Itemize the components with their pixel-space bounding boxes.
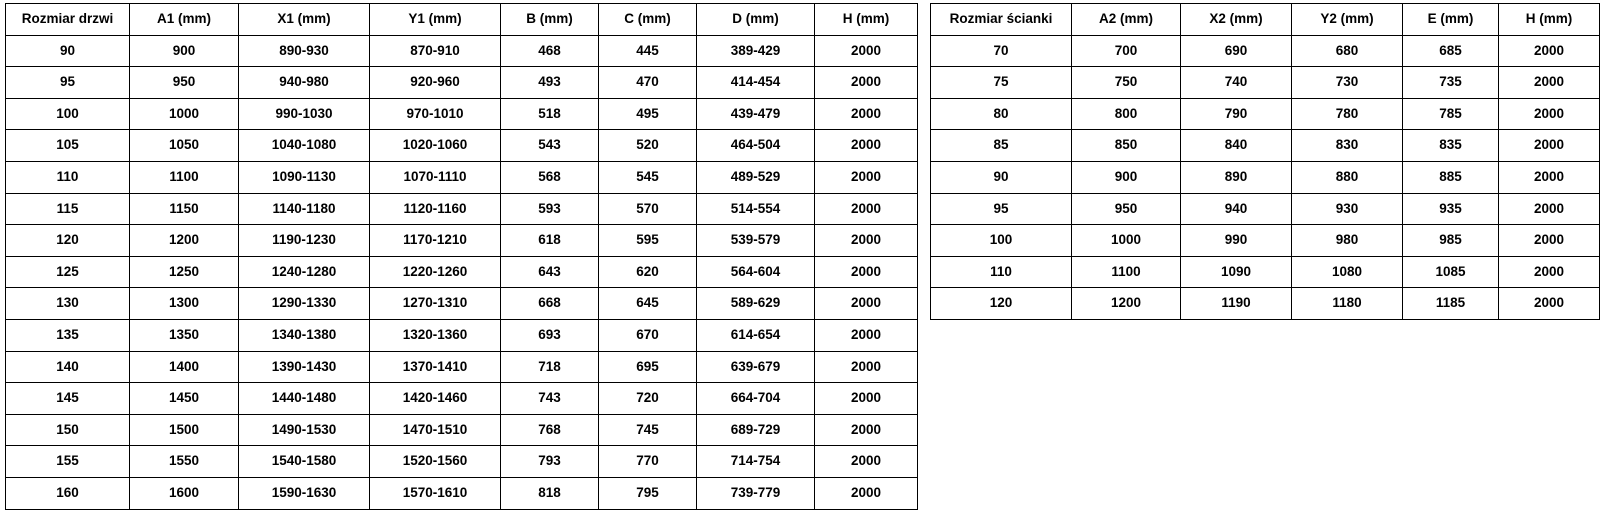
- wall-panel-size-table-container: [930, 3, 1600, 320]
- table-cell: 680: [1292, 35, 1403, 67]
- table-cell: 100: [6, 98, 130, 130]
- table-cell: 990-1030: [239, 98, 370, 130]
- table-cell: 95: [6, 67, 130, 99]
- column-header-rozmiar-drzwi: Rozmiar drzwi: [6, 4, 130, 36]
- table-cell: 695: [599, 351, 697, 383]
- table-cell: 1100: [130, 161, 239, 193]
- table-cell: 464-504: [697, 130, 815, 162]
- table-cell: 493: [501, 67, 599, 99]
- table-row: [6, 288, 918, 320]
- column-header-h: H (mm): [1499, 4, 1600, 36]
- table-row: [931, 288, 1600, 320]
- table-row: [931, 161, 1600, 193]
- table-cell: 1290-1330: [239, 288, 370, 320]
- table-row: [931, 98, 1600, 130]
- table-cell: 1050: [130, 130, 239, 162]
- table-cell: 1590-1630: [239, 477, 370, 509]
- wall-table-header: [931, 4, 1600, 36]
- table-cell: 2000: [1499, 225, 1600, 257]
- column-header-b: B (mm): [501, 4, 599, 36]
- table-cell: 690: [1181, 35, 1292, 67]
- table-cell: 570: [599, 193, 697, 225]
- table-cell: 840: [1181, 130, 1292, 162]
- table-cell: 1450: [130, 383, 239, 415]
- column-header-h: H (mm): [815, 4, 918, 36]
- table-cell: 850: [1072, 130, 1181, 162]
- table-cell: 614-654: [697, 319, 815, 351]
- table-cell: 1220-1260: [370, 256, 501, 288]
- table-row: [6, 383, 918, 415]
- table-cell: 880: [1292, 161, 1403, 193]
- table-cell: 714-754: [697, 446, 815, 478]
- table-cell: 110: [6, 161, 130, 193]
- table-cell: 620: [599, 256, 697, 288]
- table-cell: 2000: [815, 319, 918, 351]
- table-cell: 1440-1480: [239, 383, 370, 415]
- table-cell: 1180: [1292, 288, 1403, 320]
- table-cell: 1150: [130, 193, 239, 225]
- table-cell: 545: [599, 161, 697, 193]
- table-cell: 835: [1403, 130, 1499, 162]
- table-cell: 1540-1580: [239, 446, 370, 478]
- table-cell: 935: [1403, 193, 1499, 225]
- table-cell: 664-704: [697, 383, 815, 415]
- table-cell: 970-1010: [370, 98, 501, 130]
- table-cell: 2000: [1499, 67, 1600, 99]
- table-cell: 593: [501, 193, 599, 225]
- door-table-header: [6, 4, 918, 36]
- table-cell: 110: [931, 256, 1072, 288]
- table-cell: 2000: [1499, 130, 1600, 162]
- table-cell: 1320-1360: [370, 319, 501, 351]
- table-cell: 2000: [815, 193, 918, 225]
- table-cell: 950: [1072, 193, 1181, 225]
- table-cell: 780: [1292, 98, 1403, 130]
- table-cell: 870-910: [370, 35, 501, 67]
- table-cell: 795: [599, 477, 697, 509]
- table-row: [6, 225, 918, 257]
- table-cell: 115: [6, 193, 130, 225]
- table-cell: 2000: [815, 383, 918, 415]
- table-cell: 830: [1292, 130, 1403, 162]
- table-cell: 1250: [130, 256, 239, 288]
- table-cell: 595: [599, 225, 697, 257]
- table-cell: 670: [599, 319, 697, 351]
- table-row: [6, 446, 918, 478]
- table-cell: 1350: [130, 319, 239, 351]
- table-cell: 639-679: [697, 351, 815, 383]
- table-cell: 739-779: [697, 477, 815, 509]
- table-cell: 2000: [815, 414, 918, 446]
- table-row: [6, 67, 918, 99]
- table-cell: 1000: [1072, 225, 1181, 257]
- table-cell: 1490-1530: [239, 414, 370, 446]
- table-cell: 2000: [1499, 98, 1600, 130]
- table-cell: 75: [931, 67, 1072, 99]
- table-cell: 489-529: [697, 161, 815, 193]
- table-cell: 1040-1080: [239, 130, 370, 162]
- table-cell: 2000: [815, 225, 918, 257]
- table-cell: 120: [6, 225, 130, 257]
- table-cell: 818: [501, 477, 599, 509]
- table-cell: 140: [6, 351, 130, 383]
- table-cell: 645: [599, 288, 697, 320]
- column-header-y1: Y1 (mm): [370, 4, 501, 36]
- table-cell: 685: [1403, 35, 1499, 67]
- table-cell: 470: [599, 67, 697, 99]
- table-cell: 2000: [815, 98, 918, 130]
- table-header-row: [6, 4, 918, 36]
- table-row: [6, 256, 918, 288]
- table-cell: 120: [931, 288, 1072, 320]
- table-cell: 2000: [815, 161, 918, 193]
- table-row: [6, 130, 918, 162]
- table-cell: 750: [1072, 67, 1181, 99]
- table-cell: 743: [501, 383, 599, 415]
- table-cell: 2000: [1499, 256, 1600, 288]
- table-cell: 885: [1403, 161, 1499, 193]
- table-cell: 160: [6, 477, 130, 509]
- table-cell: 1185: [1403, 288, 1499, 320]
- column-header-y2: Y2 (mm): [1292, 4, 1403, 36]
- table-cell: 900: [130, 35, 239, 67]
- table-cell: 1020-1060: [370, 130, 501, 162]
- table-cell: 1570-1610: [370, 477, 501, 509]
- table-cell: 2000: [815, 351, 918, 383]
- wall-table-body: [931, 35, 1600, 319]
- table-cell: 735: [1403, 67, 1499, 99]
- table-cell: 700: [1072, 35, 1181, 67]
- table-cell: 920-960: [370, 67, 501, 99]
- table-cell: 520: [599, 130, 697, 162]
- table-cell: 95: [931, 193, 1072, 225]
- table-cell: 940-980: [239, 67, 370, 99]
- table-row: [931, 35, 1600, 67]
- table-cell: 689-729: [697, 414, 815, 446]
- table-cell: 1500: [130, 414, 239, 446]
- table-cell: 125: [6, 256, 130, 288]
- table-cell: 1080: [1292, 256, 1403, 288]
- table-cell: 2000: [815, 288, 918, 320]
- door-size-table-container: [5, 3, 918, 510]
- table-cell: 790: [1181, 98, 1292, 130]
- table-cell: 2000: [1499, 35, 1600, 67]
- table-row: [931, 225, 1600, 257]
- table-cell: 618: [501, 225, 599, 257]
- table-cell: 70: [931, 35, 1072, 67]
- table-cell: 1420-1460: [370, 383, 501, 415]
- table-cell: 439-479: [697, 98, 815, 130]
- table-cell: 2000: [815, 446, 918, 478]
- table-cell: 389-429: [697, 35, 815, 67]
- table-cell: 2000: [1499, 161, 1600, 193]
- table-cell: 1390-1430: [239, 351, 370, 383]
- table-cell: 890-930: [239, 35, 370, 67]
- table-cell: 2000: [815, 130, 918, 162]
- table-cell: 768: [501, 414, 599, 446]
- table-cell: 445: [599, 35, 697, 67]
- table-cell: 539-579: [697, 225, 815, 257]
- table-cell: 643: [501, 256, 599, 288]
- table-cell: 2000: [815, 67, 918, 99]
- table-header-row: [931, 4, 1600, 36]
- table-cell: 90: [931, 161, 1072, 193]
- table-cell: 1600: [130, 477, 239, 509]
- table-cell: 2000: [1499, 193, 1600, 225]
- column-header-rozmiar-scianki: Rozmiar ścianki: [931, 4, 1072, 36]
- table-cell: 2000: [815, 35, 918, 67]
- table-cell: 668: [501, 288, 599, 320]
- table-cell: 800: [1072, 98, 1181, 130]
- table-cell: 785: [1403, 98, 1499, 130]
- table-cell: 950: [130, 67, 239, 99]
- table-cell: 1200: [130, 225, 239, 257]
- table-cell: 693: [501, 319, 599, 351]
- table-cell: 720: [599, 383, 697, 415]
- column-header-e: E (mm): [1403, 4, 1499, 36]
- table-cell: 940: [1181, 193, 1292, 225]
- wall-panel-size-table: [930, 3, 1600, 320]
- table-cell: 770: [599, 446, 697, 478]
- table-cell: 80: [931, 98, 1072, 130]
- table-cell: 1470-1510: [370, 414, 501, 446]
- table-cell: 564-604: [697, 256, 815, 288]
- table-cell: 1200: [1072, 288, 1181, 320]
- table-cell: 100: [931, 225, 1072, 257]
- table-cell: 980: [1292, 225, 1403, 257]
- table-cell: 155: [6, 446, 130, 478]
- table-cell: 1100: [1072, 256, 1181, 288]
- column-header-c: C (mm): [599, 4, 697, 36]
- table-cell: 589-629: [697, 288, 815, 320]
- table-row: [6, 414, 918, 446]
- table-cell: 135: [6, 319, 130, 351]
- table-cell: 90: [6, 35, 130, 67]
- table-row: [931, 130, 1600, 162]
- table-row: [6, 477, 918, 509]
- column-header-d: D (mm): [697, 4, 815, 36]
- table-cell: 1000: [130, 98, 239, 130]
- table-cell: 1400: [130, 351, 239, 383]
- table-cell: 990: [1181, 225, 1292, 257]
- door-table-body: [6, 35, 918, 509]
- table-cell: 495: [599, 98, 697, 130]
- table-row: [6, 161, 918, 193]
- table-cell: 1370-1410: [370, 351, 501, 383]
- table-cell: 900: [1072, 161, 1181, 193]
- table-cell: 1085: [1403, 256, 1499, 288]
- table-cell: 985: [1403, 225, 1499, 257]
- table-cell: 145: [6, 383, 130, 415]
- table-row: [931, 193, 1600, 225]
- table-cell: 568: [501, 161, 599, 193]
- table-cell: 414-454: [697, 67, 815, 99]
- table-cell: 2000: [815, 477, 918, 509]
- table-row: [931, 256, 1600, 288]
- table-cell: 890: [1181, 161, 1292, 193]
- table-cell: 1190-1230: [239, 225, 370, 257]
- table-cell: 1090-1130: [239, 161, 370, 193]
- table-cell: 718: [501, 351, 599, 383]
- table-row: [6, 319, 918, 351]
- table-cell: 85: [931, 130, 1072, 162]
- table-cell: 740: [1181, 67, 1292, 99]
- table-cell: 1340-1380: [239, 319, 370, 351]
- column-header-a1: A1 (mm): [130, 4, 239, 36]
- table-cell: 468: [501, 35, 599, 67]
- door-size-table: [5, 3, 918, 510]
- table-cell: 1170-1210: [370, 225, 501, 257]
- table-cell: 730: [1292, 67, 1403, 99]
- table-cell: 1140-1180: [239, 193, 370, 225]
- table-cell: 1190: [1181, 288, 1292, 320]
- table-cell: 1300: [130, 288, 239, 320]
- table-cell: 1070-1110: [370, 161, 501, 193]
- table-cell: 1550: [130, 446, 239, 478]
- table-cell: 1520-1560: [370, 446, 501, 478]
- column-header-a2: A2 (mm): [1072, 4, 1181, 36]
- table-cell: 930: [1292, 193, 1403, 225]
- table-row: [931, 67, 1600, 99]
- column-header-x2: X2 (mm): [1181, 4, 1292, 36]
- table-cell: 518: [501, 98, 599, 130]
- table-cell: 2000: [1499, 288, 1600, 320]
- table-cell: 1270-1310: [370, 288, 501, 320]
- table-cell: 514-554: [697, 193, 815, 225]
- table-cell: 150: [6, 414, 130, 446]
- table-cell: 130: [6, 288, 130, 320]
- table-row: [6, 351, 918, 383]
- table-cell: 1120-1160: [370, 193, 501, 225]
- table-cell: 2000: [815, 256, 918, 288]
- table-cell: 1090: [1181, 256, 1292, 288]
- table-cell: 105: [6, 130, 130, 162]
- table-cell: 793: [501, 446, 599, 478]
- table-row: [6, 193, 918, 225]
- column-header-x1: X1 (mm): [239, 4, 370, 36]
- table-cell: 1240-1280: [239, 256, 370, 288]
- table-row: [6, 98, 918, 130]
- table-cell: 745: [599, 414, 697, 446]
- table-cell: 543: [501, 130, 599, 162]
- table-row: [6, 35, 918, 67]
